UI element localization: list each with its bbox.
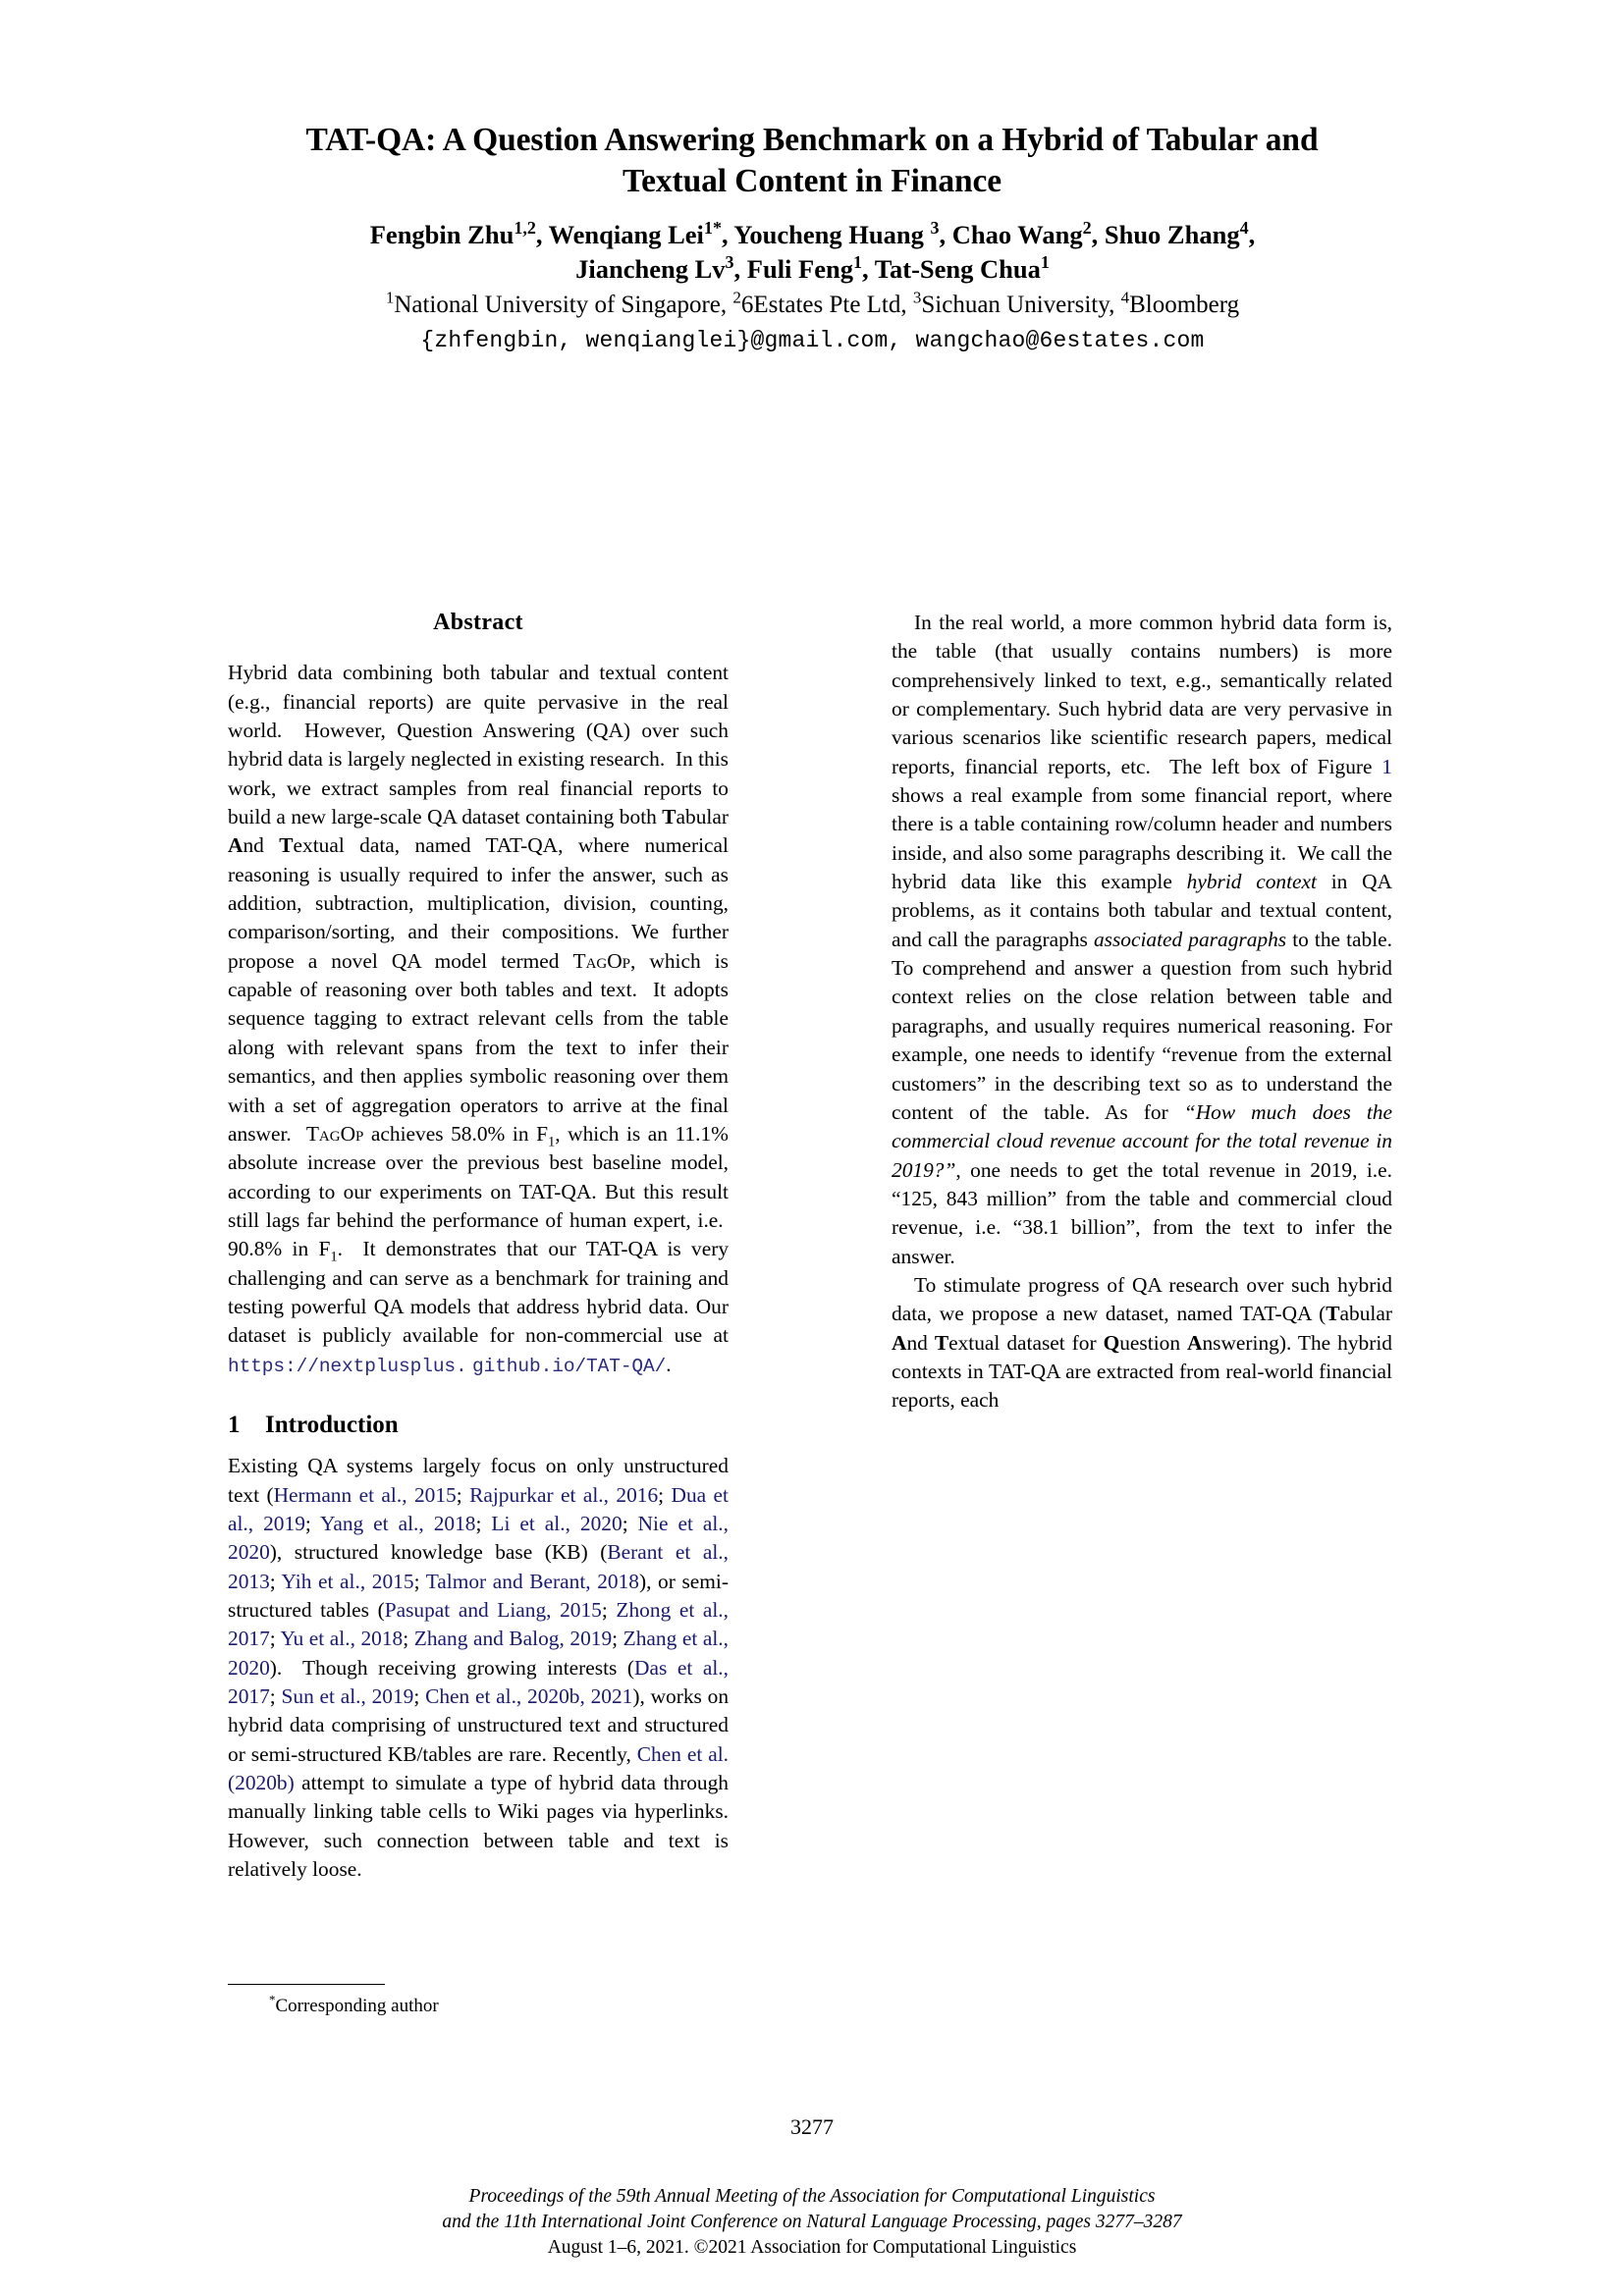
footer-line-3: August 1–6, 2021. ©2021 Association for Computational Linguistics bbox=[547, 2237, 1077, 2258]
section-heading-introduction bbox=[228, 1411, 729, 1439]
page-title bbox=[209, 120, 1415, 202]
page-number: 3277 bbox=[790, 2114, 834, 2139]
introduction-paragraph-1: Existing QA systems largely focus on only unstructured text (Hermann et al., 2015; Rajpurkar et al., 2016; Dua et al., 2019; Yang et al., 2018; Li et al., 2020; Nie et al., 2020), structured knowledge base (KB) (Berant et al., 2013; Yih et al., 2015; Talmor and Berant, 2018), or semi-structured tables (Pasupat and Liang, 2015; Zhong et al., 2017; Yu et al., 2018; Zhang and Balog, 2019; Zhang et al., 2020). Though receiving growing interests (Das et al., 2017; Sun et al., 2019; Chen et al., 2020b, 2021), works on hybrid data comprising of unstructured text and structured or semi-structured KB/tables are rare. Recently, Chen et al. (2020b) attempt to simulate a type of hybrid data through manually linking table cells to Wiki pages via hyperlinks. However, such connection between table and text is relatively loose. bbox=[228, 1454, 730, 1882]
footnote-rule bbox=[228, 1984, 385, 1985]
footnote bbox=[228, 1984, 729, 2018]
author-line-1: Fengbin Zhu$^{1,2}$, Wenqiang Lei$^{1*}$, Youcheng Huang $^3$, Chao Wang$^2$, Shuo Zhang$^4$, bbox=[369, 218, 1256, 249]
author-block bbox=[177, 218, 1448, 357]
section-number: 1 bbox=[228, 1411, 241, 1438]
email-line: {zhfengbin, wenqianglei}@gmail.com, wangchao@6estates.com bbox=[420, 328, 1205, 353]
introduction-paragraph-2: In the real world, a more common hybrid data form is, the table (that usually contains numbers) is more comprehensively linked to text, e.g., semantically related or complementary. Such hybrid data are very pervasive in various scenarios like scientific research papers, medical reports, financial reports, etc. The left box of Figure 1 shows a real example from some financial report, where there is a table containing row/column header and numbers inside, and also some paragraphs describing it. We call the hybrid data like this example hybrid context in QA problems, as it contains both tabular and textual content, and call the paragraphs associated paragraphs to the table. To comprehend and answer a question from such hybrid context relies on the close relation between table and paragraphs, and usually requires numerical reasoning. For example, one needs to identify “revenue from the external customers” in the describing text so as to understand the content of the table. As for “How much does the commercial cloud revenue account for the total revenue in 2019?”, one needs to get the total revenue in 2019, i.e. “125, 843 million” from the table and commercial cloud revenue, i.e. “38.1 billion”, from the text to infer the answer. bbox=[892, 611, 1392, 1268]
footnote-marker: * bbox=[269, 1992, 276, 2007]
footer-line-2-italic: and the 11th International Joint Conference on Natural Language Processing bbox=[442, 2212, 1037, 2232]
abstract-heading: Abstract bbox=[433, 610, 523, 635]
column-left bbox=[228, 609, 729, 1884]
footer-line-2 bbox=[0, 2210, 1624, 2235]
footnote-text bbox=[228, 1994, 729, 2018]
author-line-2: Jiancheng Lv$^3$, Fuli Feng$^1$, Tat-Seng Chua$^1$ bbox=[575, 252, 1050, 284]
proceedings-footer bbox=[0, 2184, 1624, 2261]
column-right bbox=[892, 609, 1392, 1415]
affiliation-line: $^1$National University of Singapore, $^2$6Estates Pte Ltd, $^3$Sichuan University, $^4$Bloomberg bbox=[385, 288, 1240, 318]
paper-title-line1: TAT-QA: A Question Answering Benchmark on a Hybrid of Tabular and bbox=[305, 122, 1319, 158]
paper-title-line2: Textual Content in Finance bbox=[622, 163, 1002, 199]
title-block bbox=[209, 120, 1415, 202]
footnote-label: Corresponding author bbox=[275, 1996, 439, 2016]
introduction-paragraph-3: To stimulate progress of QA research over such hybrid data, we propose a new dataset, named TAT-QA (Tabular And Textual dataset for Question Answering). The hybrid contexts in TAT-QA are extracted from real-world financial reports, each bbox=[892, 1272, 1392, 1413]
abstract-body: Hybrid data combining both tabular and textual content (e.g., financial reports) are quite pervasive in the real world. However, Question Answering (QA) over such hybrid data is largely neglected in existing research. In this work, we extract samples from real financial reports to build a new large-scale QA dataset containing both Tabular And Textual data, named TAT-QA, where numerical reasoning is usually required to infer the answer, such as addition, subtraction, multiplication, division, counting, comparison/sorting, and their compositions. We further propose a novel QA model termed TagOp, which is capable of reasoning over both tables and text. It adopts sequence tagging to extract relevant cells from the table along with relevant spans from the text to infer their semantics, and then applies symbolic reasoning over them with a set of aggregation operators to arrive at the final answer. TagOp achieves 58.0% in $F_1$, which is an 11.1% absolute increase over the previous best baseline model, according to our experiments on TAT-QA. But this result still lags far behind the performance of human expert, i.e. 90.8% in $F_1$. It demonstrates that our TAT-QA is very challenging and can serve as a benchmark for training and testing powerful QA models that address hybrid data. Our dataset is publicly available for non-commercial use at https://nextplusplus. github.io/TAT-QA/. bbox=[228, 661, 730, 1377]
section-title: Introduction bbox=[265, 1411, 399, 1438]
footer-line-2-pages: , pages 3277–3287 bbox=[1036, 2212, 1182, 2232]
footer-line-1: Proceedings of the 59th Annual Meeting of the Association for Computational Linguistics bbox=[468, 2186, 1156, 2207]
